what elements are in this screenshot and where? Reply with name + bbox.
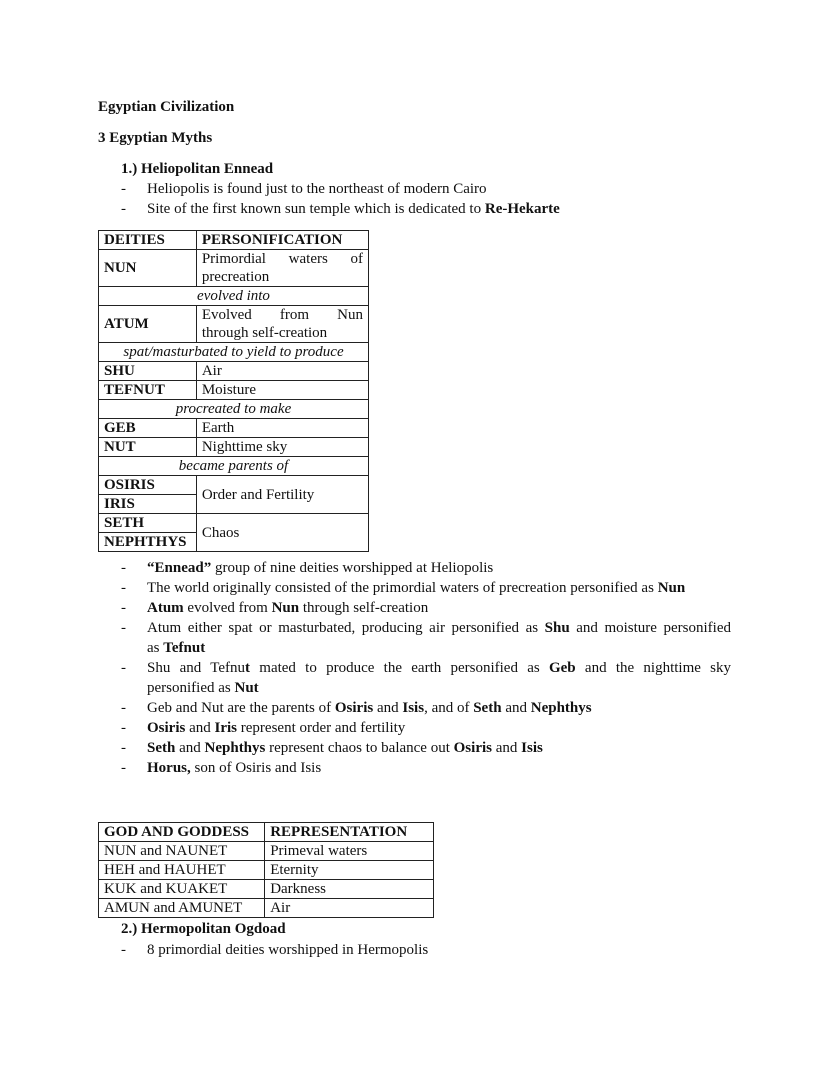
god-pair-cell: AMUN and AMUNET <box>99 899 265 918</box>
table-row <box>99 899 434 918</box>
bold-term: Osiris <box>147 720 186 736</box>
list-item <box>121 658 731 698</box>
note-text: group of nine deities worshipped at Heliopolis <box>211 560 494 576</box>
bold-term: Iris <box>214 720 238 736</box>
personification-cell: Earth <box>196 419 368 438</box>
note-text: evolved from <box>183 600 272 616</box>
header-personification: PERSONIFICATION <box>196 231 368 250</box>
personification-cell: Moisture <box>196 381 368 400</box>
transition-text: became parents of <box>99 457 369 476</box>
list-item <box>121 558 731 578</box>
table-row <box>99 419 369 438</box>
table-row <box>99 438 369 457</box>
document-subtitle: 3 Egyptian Myths <box>98 130 213 146</box>
section1-bullets <box>121 179 741 219</box>
table-row <box>99 861 434 880</box>
note-text: and moisture personified <box>569 620 731 636</box>
table-header-row <box>99 231 369 250</box>
bold-term: Seth <box>147 740 176 756</box>
bold-term: Nun <box>271 600 300 616</box>
note-text: mated to produce the earth personified as <box>250 660 549 676</box>
transition-text: spat/masturbated to yield to produce <box>99 343 369 362</box>
personification-cell: Primordial waters of precreation <box>196 250 368 287</box>
note-text: and <box>185 720 215 736</box>
note-text: represent chaos to balance out <box>265 740 454 756</box>
deity-cell: NUT <box>99 438 197 457</box>
god-pair-cell: KUK and KUAKET <box>99 880 265 899</box>
list-item <box>121 618 731 658</box>
note-text: represent order and fertility <box>237 720 406 736</box>
note-text: and <box>175 740 205 756</box>
list-item <box>121 758 731 778</box>
deity-cell: OSIRIS <box>99 476 197 495</box>
table-row <box>99 250 369 287</box>
list-item <box>121 578 731 598</box>
god-pair-cell: NUN and NAUNET <box>99 842 265 861</box>
personification-cell: Nighttime sky <box>196 438 368 457</box>
header-deities: DEITIES <box>99 231 197 250</box>
bold-term: Isis <box>402 700 425 716</box>
transition-row <box>99 457 369 476</box>
representation-cell: Air <box>265 899 434 918</box>
deity-cell: ATUM <box>99 306 197 343</box>
representation-cell: Eternity <box>265 861 434 880</box>
list-item <box>121 940 721 960</box>
bold-term: Nephthys <box>530 700 592 716</box>
transition-row <box>99 343 369 362</box>
deity-cell: SHU <box>99 362 197 381</box>
personification-cell: Air <box>196 362 368 381</box>
ennead-table <box>98 230 369 552</box>
bold-term: Seth <box>473 700 502 716</box>
header-representation: REPRESENTATION <box>265 823 434 842</box>
bold-term: Geb <box>548 660 576 676</box>
note-text: The world originally consisted of the primordial waters of precreation personified as <box>147 580 658 596</box>
note-text: and the nighttime sky <box>575 660 731 676</box>
section-heading-heliopolitan: 1.) Heliopolitan Ennead <box>121 161 274 177</box>
note-text: , and of <box>424 700 474 716</box>
bullet-text: 8 primordial deities worshipped in Hermopolis <box>147 942 429 958</box>
table-row <box>99 880 434 899</box>
deity-cell: TEFNUT <box>99 381 197 400</box>
list-item <box>121 179 741 199</box>
section-heading-hermopolitan: 2.) Hermopolitan Ogdoad <box>121 921 286 937</box>
bold-term: “Ennead” <box>147 560 212 576</box>
deity-cell: GEB <box>99 419 197 438</box>
list-item <box>121 738 731 758</box>
bold-term: Osiris <box>334 700 374 716</box>
personification-cell: Chaos <box>196 514 368 552</box>
ogdoad-table <box>98 822 434 918</box>
header-god-and-goddess: GOD AND GODDESS <box>99 823 265 842</box>
note-text: and <box>373 700 403 716</box>
god-pair-cell: HEH and HAUHET <box>99 861 265 880</box>
transition-text: procreated to make <box>99 400 369 419</box>
table-row <box>99 514 369 533</box>
temple-deity-name: Re-Hekarte <box>484 201 560 217</box>
bold-term: Nephthys <box>204 740 266 756</box>
table-row <box>99 476 369 495</box>
table-row <box>99 842 434 861</box>
bullet-text: Heliopolis is found just to the northeast of modern Cairo <box>147 181 487 197</box>
table-header-row <box>99 823 434 842</box>
bold-term: Atum <box>147 600 184 616</box>
representation-cell: Primeval waters <box>265 842 434 861</box>
note-text: as <box>147 640 164 656</box>
table-row <box>99 306 369 343</box>
table-row <box>99 362 369 381</box>
transition-row <box>99 400 369 419</box>
list-item <box>121 698 731 718</box>
bold-term: Tefnut <box>163 640 206 656</box>
representation-cell: Darkness <box>265 880 434 899</box>
bullet-text: Site of the first known sun temple which is dedicated to <box>147 201 485 217</box>
ennead-notes <box>121 558 731 778</box>
transition-row <box>99 287 369 306</box>
bold-term: Nut <box>234 680 259 696</box>
bold-term: t <box>245 660 251 676</box>
list-item <box>121 199 741 219</box>
deity-cell: NEPHTHYS <box>99 533 197 552</box>
personification-cell: Order and Fertility <box>196 476 368 514</box>
note-text: personified as <box>147 680 235 696</box>
deity-cell: NUN <box>99 250 197 287</box>
bold-term: Nun <box>657 580 686 596</box>
section2-bullets <box>121 940 721 960</box>
note-text: and <box>491 740 522 756</box>
note-text: Atum either spat or masturbated, producing air personified as <box>147 620 545 636</box>
bold-term: Shu <box>544 620 570 636</box>
table-row <box>99 381 369 400</box>
personification-cell: Evolved from Nun through self-creation <box>196 306 368 343</box>
deity-cell: IRIS <box>99 495 197 514</box>
list-item <box>121 718 731 738</box>
document-title: Egyptian Civilization <box>98 99 235 115</box>
bold-term: Horus, <box>147 760 191 776</box>
note-text: Geb and Nut are the parents of <box>147 700 335 716</box>
note-text: through self-creation <box>299 600 429 616</box>
transition-text: evolved into <box>99 287 369 306</box>
note-text: Shu and Tefnu <box>147 660 246 676</box>
list-item <box>121 598 731 618</box>
bold-term: Isis <box>521 740 543 756</box>
bold-term: Osiris <box>453 740 492 756</box>
deity-cell: SETH <box>99 514 197 533</box>
note-text: son of Osiris and Isis <box>190 760 322 776</box>
note-text: and <box>501 700 531 716</box>
